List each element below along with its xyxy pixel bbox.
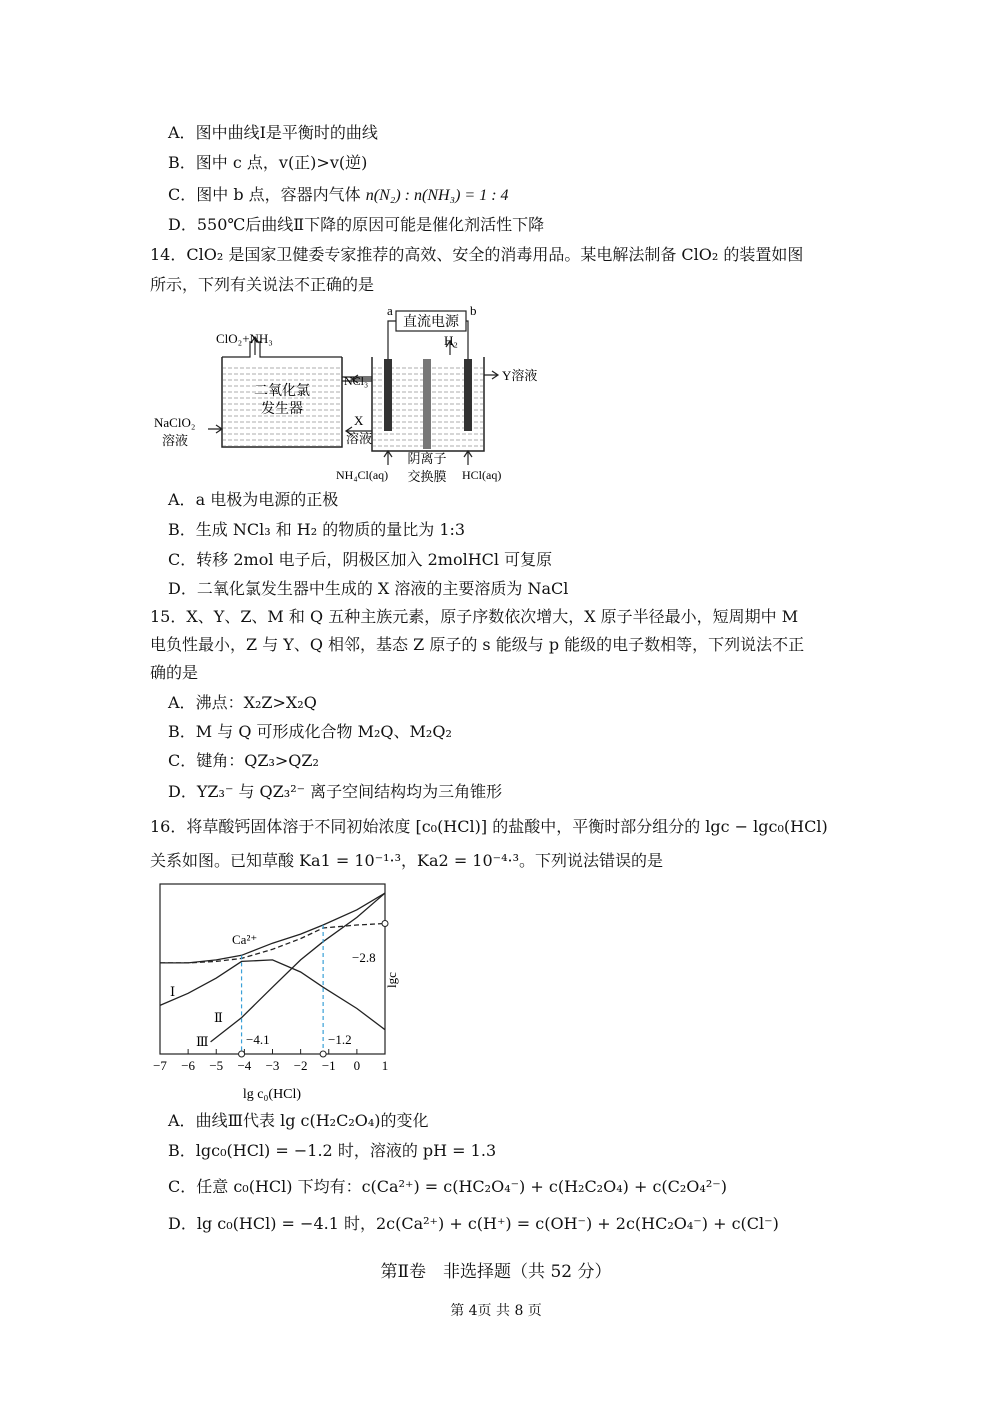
marked-point xyxy=(320,1051,326,1057)
x-tick-label: −7 xyxy=(153,1058,167,1073)
q16-option-a xyxy=(168,1110,429,1132)
option-text: 图中 c 点，v(正)>v(逆) xyxy=(195,153,368,172)
membrane-label-1: 阴离子 xyxy=(407,451,447,466)
q13-option-b xyxy=(168,152,367,174)
series-line-3 xyxy=(160,960,385,1030)
option-text: 二氧化氯发生器中生成的 X 溶液的主要溶质为 NaCl xyxy=(196,579,569,598)
x-tick-label: −6 xyxy=(181,1058,196,1073)
q14-option-c xyxy=(168,549,552,571)
option-text: 曲线Ⅲ代表 lg c(H₂C₂O₄)的变化 xyxy=(195,1111,429,1130)
y-solution-out-arrow xyxy=(484,371,498,379)
plot-frame xyxy=(160,884,385,1054)
option-letter: A． xyxy=(168,123,196,142)
q15-option-a xyxy=(168,692,317,714)
nh4cl-in-arrow xyxy=(384,451,392,465)
option-text: a 电极为电源的正极 xyxy=(195,490,339,509)
generator-label-2: 发生器 xyxy=(261,402,303,417)
x-tick-label: 1 xyxy=(381,1058,389,1073)
option-letter: A． xyxy=(168,1111,196,1130)
option-letter: A． xyxy=(168,693,196,712)
membrane-label-2: 交换膜 xyxy=(407,469,447,484)
page-footer: 第 4页 共 8 页 xyxy=(450,1303,542,1319)
h2-label: H₂ xyxy=(444,333,458,348)
x-tick-label: −2 xyxy=(293,1058,308,1073)
q14-option-b xyxy=(168,519,465,541)
option-letter: B． xyxy=(168,153,196,172)
q15-stem-line-1: 15．X、Y、Z、M 和 Q 五种主族元素，原子序数依次增大，X 原子半径最小，短周期中 M xyxy=(150,607,799,626)
annotation-curve-1: Ⅰ xyxy=(170,984,176,999)
naclo2-label-1: NaClO₂ xyxy=(154,415,196,430)
annotation-minus-2-8: −2.8 xyxy=(352,950,376,965)
q15-option-c xyxy=(168,750,319,772)
x-tick-label: 0 xyxy=(353,1058,361,1073)
q16-stem-line-1: 16．将草酸钙固体溶于不同初始浓度 [c₀(HCl)] 的盐酸中，平衡时部分组分的 lgc − lgc₀(HCl) xyxy=(150,817,828,836)
marked-point xyxy=(239,1051,245,1057)
series-line-4 xyxy=(211,893,385,1042)
option-letter: C． xyxy=(168,751,197,770)
q14-option-a xyxy=(168,489,338,511)
q14-stem-line-1: 14．ClO₂ 是国家卫健委专家推荐的高效、安全的消毒用品。某电解法制备 ClO₂ 的装置如图 xyxy=(150,245,804,264)
q15-option-b xyxy=(168,721,452,743)
right-axis-point xyxy=(382,920,388,926)
x-solution-label: 溶液 xyxy=(346,431,373,446)
x-tick-label: −1 xyxy=(321,1058,336,1073)
naclo2-in-arrow xyxy=(208,425,222,433)
q15-stem-line-2: 电负性最小，Z 与 Y、Q 相邻，基态 Z 原子的 s 能级与 p 能级的电子数相等，下列说法不正 xyxy=(150,635,805,654)
option-text: lg c₀(HCl) = −4.1 时，2c(Ca²⁺) + c(H⁺) = c(OH⁻) + 2c(HC₂O₄⁻) + c(Cl⁻) xyxy=(196,1214,779,1233)
section-title: 第Ⅱ卷 非选择题（共 52 分） xyxy=(380,1262,612,1282)
q13-option-d xyxy=(168,214,544,236)
option-letter: D． xyxy=(168,782,197,801)
option-letter: B． xyxy=(168,722,196,741)
x-tick-labels xyxy=(153,1058,388,1073)
annotation-curve-3: Ⅲ xyxy=(196,1034,209,1049)
option-letter: D． xyxy=(168,579,197,598)
q15-option-d xyxy=(168,781,502,803)
hcl-label: HCl(aq) xyxy=(462,468,502,482)
q16-option-d xyxy=(168,1213,779,1235)
option-text: 键角：QZ₃>QZ₂ xyxy=(196,751,319,770)
y-solution-label: Y溶液 xyxy=(502,368,538,383)
q14-stem-line-2: 所示，下列有关说法不正确的是 xyxy=(150,275,375,294)
electrode-b-label: b xyxy=(470,305,477,318)
anode-electrode xyxy=(384,359,392,431)
cathode-electrode xyxy=(464,359,472,431)
option-text: 生成 NCl₃ 和 H₂ 的物质的量比为 1:3 xyxy=(195,520,466,539)
electrode-a-label: a xyxy=(387,305,393,318)
option-text: 550℃后曲线Ⅱ下降的原因可能是催化剂活性下降 xyxy=(196,215,545,234)
option-text: 沸点：X₂Z>X₂Q xyxy=(195,693,317,712)
anion-exchange-membrane xyxy=(423,359,431,449)
generator-label-1: 二氧化氯 xyxy=(254,384,310,399)
ncl3-label: NCl₃ xyxy=(344,374,369,388)
x-axis-label: lg c₀(HCl) xyxy=(242,1087,302,1102)
power-label: 直流电源 xyxy=(403,315,459,330)
x-label: X xyxy=(354,413,364,428)
option-text: lgc₀(HCl) = −1.2 时，溶液的 pH = 1.3 xyxy=(195,1141,497,1160)
option-text: M 与 Q 可形成化合物 M₂Q、M₂Q₂ xyxy=(195,722,452,741)
nh4cl-label: NH₄Cl(aq) xyxy=(336,468,389,482)
option-letter: D． xyxy=(168,215,197,234)
option-text: 转移 2mol 电子后，阴极区加入 2molHCl 可复原 xyxy=(196,550,553,569)
option-letter: B． xyxy=(168,1141,196,1160)
x-ticks xyxy=(160,1049,385,1054)
option-text: 任意 c₀(HCl) 下均有：c(Ca²⁺) = c(HC₂O₄⁻) + c(H₂C₂O₄) + c(C₂O₄²⁻) xyxy=(196,1177,727,1196)
option-letter: C． xyxy=(168,1177,197,1196)
option-letter: A． xyxy=(168,490,196,509)
annotation-x-minus-4-1: −4.1 xyxy=(246,1032,270,1047)
option-text: 图中 b 点，容器内气体 xyxy=(196,185,366,204)
option-text: YZ₃⁻ 与 QZ₃²⁻ 离子空间结构均为三角锥形 xyxy=(196,782,503,801)
option-formula: n(N₂) : n(NH₃) = 1 : 4 xyxy=(365,187,509,204)
hcl-in-arrow xyxy=(464,451,472,465)
option-letter: D． xyxy=(168,1214,197,1233)
lgc-vs-lgc0-chart xyxy=(148,880,408,1105)
q13-option-c xyxy=(168,184,509,207)
option-letter: C． xyxy=(168,185,197,204)
q16-option-b xyxy=(168,1140,496,1162)
gas-out-label: ClO₂+NH₃ xyxy=(216,331,273,346)
option-letter: B． xyxy=(168,520,196,539)
option-text: 图中曲线Ⅰ是平衡时的曲线 xyxy=(195,123,378,142)
q14-option-d xyxy=(168,578,568,600)
annotation-curve-2: Ⅱ xyxy=(214,1010,223,1025)
y-axis-label: lgc xyxy=(384,972,399,988)
q15-stem-line-3: 确的是 xyxy=(150,663,199,682)
q16-stem-line-2: 关系如图。已知草酸 Ka1 = 10⁻¹·³，Ka2 = 10⁻⁴·³。下列说法错误的是 xyxy=(150,851,664,870)
x-tick-label: −3 xyxy=(265,1058,280,1073)
annotation-x-minus-1-2: −1.2 xyxy=(328,1032,352,1047)
x-tick-label: −5 xyxy=(209,1058,224,1073)
electrolysis-apparatus-diagram xyxy=(150,305,560,485)
q13-option-a xyxy=(168,122,378,144)
x-tick-label: −4 xyxy=(237,1058,252,1073)
annotation-ca: Ca²⁺ xyxy=(232,932,258,947)
option-letter: C． xyxy=(168,550,197,569)
q16-option-c xyxy=(168,1176,727,1198)
naclo2-label-2: 溶液 xyxy=(162,433,189,448)
series-group xyxy=(160,893,385,1042)
